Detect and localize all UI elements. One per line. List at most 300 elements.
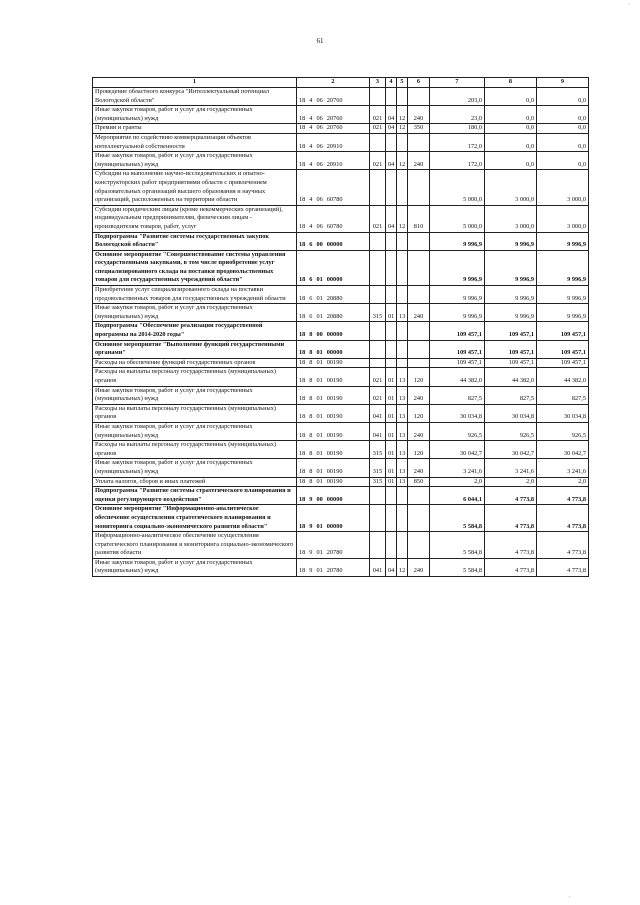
row-expense-type: 240	[408, 558, 430, 576]
table-row	[93, 459, 589, 477]
code-segment: 9	[309, 495, 313, 503]
row-name: Иные закупки товаров, работ и услуг для государственных (муниципальных) нужд	[93, 558, 297, 576]
row-amount-col9: 109 457,1	[537, 322, 589, 340]
table-row	[93, 205, 589, 232]
row-admin-code	[370, 340, 386, 358]
page-number: 61	[316, 37, 324, 45]
table-row	[93, 232, 589, 250]
row-section	[386, 232, 397, 250]
row-name: Иные закупки товаров, работ и услуг для государственных (муниципальных) нужд	[93, 152, 297, 170]
row-section: 04	[386, 205, 397, 232]
code-segment: 8	[309, 449, 313, 457]
code-segment: 18	[299, 114, 306, 122]
row-amount-col9: 3 000,0	[537, 170, 589, 205]
table-row	[93, 133, 589, 151]
row-amount-col8: 0,0	[485, 133, 537, 151]
code-segment: 8	[309, 377, 313, 384]
column-header: 4	[386, 78, 397, 88]
row-subsection: 12	[397, 106, 408, 124]
code-segment: 01	[316, 477, 323, 485]
row-subsection	[397, 322, 408, 340]
code-segment: 01	[316, 294, 323, 302]
row-admin-code	[370, 88, 386, 106]
row-amount-col9: 9 996,9	[537, 286, 589, 304]
table-row	[93, 477, 589, 487]
code-segment: 01	[316, 549, 323, 557]
row-admin-code: 021	[370, 152, 386, 170]
table-row	[93, 322, 589, 340]
row-section	[386, 487, 397, 505]
code-segment: 18	[299, 241, 306, 249]
code-segment: 06	[316, 124, 323, 132]
row-subsection: 13	[397, 459, 408, 477]
row-target-code	[297, 422, 370, 440]
row-expense-type: 240	[408, 422, 430, 440]
code-segment: 18	[299, 431, 306, 439]
row-section: 01	[386, 441, 397, 459]
table-row	[93, 340, 589, 358]
row-amount-col7: 109 457,1	[430, 358, 485, 368]
code-segment: 18	[299, 449, 306, 457]
row-subsection: 12	[397, 124, 408, 134]
row-section: 04	[386, 106, 397, 124]
row-amount-col7: 172,0	[430, 152, 485, 170]
row-subsection	[397, 358, 408, 368]
code-segment: 8	[309, 395, 313, 403]
code-segment: 06	[316, 114, 323, 122]
row-section	[386, 532, 397, 559]
row-target-code	[297, 286, 370, 304]
column-header: 9	[537, 78, 589, 88]
row-section	[386, 505, 397, 532]
row-section	[386, 88, 397, 106]
row-target-code	[297, 106, 370, 124]
table-row	[93, 505, 589, 532]
code-segment: 8	[309, 467, 313, 475]
row-admin-code: 021	[370, 205, 386, 232]
code-segment: 00000	[326, 522, 343, 530]
code-segment: 20760	[326, 124, 343, 132]
code-segment: 00190	[326, 431, 343, 439]
row-expense-type: 120	[408, 441, 430, 459]
code-segment: 06	[316, 96, 323, 104]
row-expense-type	[408, 505, 430, 532]
code-segment: 20780	[326, 549, 343, 557]
code-segment: 18	[299, 377, 306, 384]
code-segment: 18	[299, 549, 306, 557]
row-section: 01	[386, 422, 397, 440]
code-segment: 01	[316, 276, 323, 284]
row-admin-code: 041	[370, 404, 386, 422]
row-expense-type	[408, 88, 430, 106]
code-segment: 18	[299, 567, 306, 575]
row-expense-type: 240	[408, 304, 430, 322]
code-segment: 00000	[326, 349, 343, 357]
row-expense-type: 120	[408, 404, 430, 422]
code-segment: 18	[299, 358, 306, 366]
row-admin-code	[370, 250, 386, 285]
row-amount-col8: 44 382,0	[485, 368, 537, 386]
code-segment: 18	[299, 312, 306, 320]
row-amount-col9: 0,0	[537, 106, 589, 124]
row-target-code	[297, 205, 370, 232]
code-segment: 6	[309, 294, 313, 302]
code-segment: 6	[309, 276, 313, 284]
row-name: Основное мероприятие "Выполнение функций государственными органами"	[93, 340, 297, 358]
code-segment: 00190	[326, 477, 343, 485]
row-section: 01	[386, 477, 397, 487]
row-amount-col7: 23,0	[430, 106, 485, 124]
table-row	[93, 304, 589, 322]
code-segment: 00000	[326, 495, 343, 503]
row-target-code	[297, 477, 370, 487]
row-section: 04	[386, 152, 397, 170]
code-segment: 01	[316, 449, 323, 457]
code-segment: 00190	[326, 395, 343, 403]
row-target-code	[297, 404, 370, 422]
row-admin-code	[370, 322, 386, 340]
table-row	[93, 368, 589, 386]
row-amount-col9: 3 000,0	[537, 205, 589, 232]
row-subsection	[397, 340, 408, 358]
row-name: Премии и гранты	[93, 124, 297, 134]
row-amount-col7: 6 044,1	[430, 487, 485, 505]
row-section: 01	[386, 404, 397, 422]
row-amount-col7: 5 000,0	[430, 170, 485, 205]
row-subsection: 13	[397, 386, 408, 404]
row-expense-type	[408, 322, 430, 340]
corner-mark: ·	[628, 2, 630, 8]
row-admin-code: 021	[370, 124, 386, 134]
code-segment: 06	[316, 222, 323, 230]
column-header: 2	[297, 78, 370, 88]
row-amount-col8: 0,0	[485, 106, 537, 124]
row-amount-col8: 0,0	[485, 88, 537, 106]
code-segment: 4	[309, 142, 313, 150]
code-segment: 00000	[326, 331, 343, 339]
row-amount-col9: 4 773,8	[537, 558, 589, 576]
row-target-code	[297, 487, 370, 505]
code-segment: 9	[309, 567, 313, 575]
row-target-code	[297, 386, 370, 404]
row-amount-col9: 0,0	[537, 152, 589, 170]
row-target-code	[297, 340, 370, 358]
row-name: Информационно-аналитическое обеспечение осуществления стратегического планирования и мониторинга социально-экономического развития области	[93, 532, 297, 559]
row-amount-col7: 109 457,1	[430, 340, 485, 358]
code-segment: 8	[309, 413, 313, 421]
row-admin-code	[370, 358, 386, 368]
row-expense-type: 240	[408, 152, 430, 170]
row-amount-col9: 44 382,0	[537, 368, 589, 386]
code-segment: 60780	[326, 222, 343, 230]
row-subsection: 13	[397, 422, 408, 440]
code-segment: 20760	[326, 96, 343, 104]
code-segment: 18	[299, 413, 306, 421]
row-target-code	[297, 322, 370, 340]
row-name: Субсидии юридическим лицам (кроме некоммерческих организаций), индивидуальным предпринимателям, физическим лицам - производителям товаров, работ, услуг	[93, 205, 297, 232]
row-subsection: 13	[397, 304, 408, 322]
table-row	[93, 286, 589, 304]
code-segment: 18	[299, 222, 306, 230]
row-subsection: 12	[397, 152, 408, 170]
row-amount-col8: 2,0	[485, 477, 537, 487]
row-section: 04	[386, 124, 397, 134]
code-segment: 01	[316, 567, 323, 575]
row-target-code	[297, 532, 370, 559]
row-expense-type	[408, 170, 430, 205]
row-name: Подпрограмма "Обеспечение реализации государственной программы на 2014-2020 годы"	[93, 322, 297, 340]
code-segment: 01	[316, 413, 323, 421]
row-amount-col9: 30 042,7	[537, 441, 589, 459]
code-segment: 4	[309, 96, 313, 104]
row-name: Проведение областного конкурса "Интеллектуальный потенциал Вологодской области"	[93, 88, 297, 106]
code-segment: 18	[299, 477, 306, 485]
code-segment: 9	[309, 549, 313, 557]
row-amount-col9: 9 996,9	[537, 250, 589, 285]
code-segment: 8	[309, 349, 313, 357]
row-amount-col9: 926,5	[537, 422, 589, 440]
row-amount-col9: 4 773,8	[537, 487, 589, 505]
row-target-code	[297, 358, 370, 368]
row-target-code	[297, 459, 370, 477]
row-amount-col8: 9 996,9	[485, 250, 537, 285]
row-amount-col8: 109 457,1	[485, 358, 537, 368]
row-amount-col8: 30 042,7	[485, 441, 537, 459]
table-row	[93, 358, 589, 368]
row-expense-type	[408, 250, 430, 285]
row-target-code	[297, 152, 370, 170]
row-admin-code	[370, 487, 386, 505]
code-segment: 00	[316, 331, 323, 339]
row-section: 04	[386, 558, 397, 576]
table-row	[93, 170, 589, 205]
row-target-code	[297, 505, 370, 532]
row-amount-col7: 9 996,9	[430, 304, 485, 322]
row-amount-col7: 5 584,8	[430, 558, 485, 576]
row-admin-code: 021	[370, 106, 386, 124]
table-row	[93, 124, 589, 134]
row-admin-code	[370, 133, 386, 151]
row-name: Мероприятие по содействию коммерциализации объектов интеллектуальной собственности	[93, 133, 297, 151]
row-expense-type	[408, 487, 430, 505]
row-subsection: 13	[397, 441, 408, 459]
row-admin-code	[370, 532, 386, 559]
row-amount-col8: 30 034,8	[485, 404, 537, 422]
row-amount-col9: 9 996,9	[537, 304, 589, 322]
table-row	[93, 532, 589, 559]
row-subsection	[397, 286, 408, 304]
code-segment: 00190	[326, 467, 343, 475]
table-row	[93, 487, 589, 505]
row-amount-col8: 4 773,8	[485, 558, 537, 576]
row-subsection	[397, 250, 408, 285]
code-segment: 4	[309, 160, 313, 168]
row-amount-col7: 44 382,0	[430, 368, 485, 386]
row-amount-col7: 5 000,0	[430, 205, 485, 232]
row-subsection	[397, 170, 408, 205]
code-segment: 18	[299, 294, 306, 302]
code-segment: 00	[316, 495, 323, 503]
row-amount-col8: 827,5	[485, 386, 537, 404]
column-header: 3	[370, 78, 386, 88]
code-segment: 18	[299, 395, 306, 403]
table-row	[93, 88, 589, 106]
row-expense-type: 240	[408, 386, 430, 404]
row-admin-code	[370, 170, 386, 205]
code-segment: 20780	[326, 567, 343, 575]
row-subsection	[397, 133, 408, 151]
code-segment: 18	[299, 276, 306, 284]
row-subsection	[397, 505, 408, 532]
row-name: Иные закупки товаров, работ и услуг для государственных (муниципальных) нужд	[93, 386, 297, 404]
row-amount-col9: 0,0	[537, 133, 589, 151]
table-row	[93, 250, 589, 285]
code-segment: 01	[316, 431, 323, 439]
row-expense-type	[408, 532, 430, 559]
row-target-code	[297, 441, 370, 459]
row-amount-col9: 4 773,8	[537, 505, 589, 532]
row-name: Расходы на выплаты персоналу государственных (муниципальных) органов	[93, 368, 297, 386]
code-segment: 8	[309, 431, 313, 439]
code-segment: 01	[316, 312, 323, 320]
row-target-code	[297, 133, 370, 151]
code-segment: 06	[316, 142, 323, 150]
table-body	[93, 88, 589, 577]
row-amount-col7: 9 996,9	[430, 250, 485, 285]
row-section	[386, 250, 397, 285]
code-segment: 00190	[326, 377, 343, 384]
column-header: 5	[397, 78, 408, 88]
row-subsection: 12	[397, 558, 408, 576]
row-name: Расходы на выплаты персоналу государственных (муниципальных) органов	[93, 404, 297, 422]
code-segment: 01	[316, 395, 323, 403]
row-admin-code	[370, 505, 386, 532]
code-segment: 6	[309, 312, 313, 320]
row-expense-type	[408, 133, 430, 151]
code-segment: 8	[309, 331, 313, 339]
row-subsection: 13	[397, 477, 408, 487]
row-amount-col9: 109 457,1	[537, 340, 589, 358]
row-name: Уплата налогов, сборов и иных платежей	[93, 477, 297, 487]
row-name: Иные закупки товаров, работ и услуг для государственных (муниципальных) нужд	[93, 304, 297, 322]
row-amount-col9: 30 034,8	[537, 404, 589, 422]
code-segment: 20880	[326, 312, 343, 320]
row-amount-col8: 4 773,8	[485, 487, 537, 505]
row-expense-type: 850	[408, 477, 430, 487]
row-name: Расходы на обеспечение функций государственных органов	[93, 358, 297, 368]
row-subsection: 12	[397, 205, 408, 232]
row-expense-type: 120	[408, 368, 430, 386]
code-segment: 18	[299, 124, 306, 132]
row-amount-col9: 4 773,8	[537, 532, 589, 559]
code-segment: 18	[299, 522, 306, 530]
row-admin-code: 315	[370, 304, 386, 322]
row-amount-col7: 5 584,8	[430, 505, 485, 532]
row-subsection: 13	[397, 368, 408, 386]
row-admin-code: 315	[370, 459, 386, 477]
row-amount-col7: 2,0	[430, 477, 485, 487]
code-segment: 00190	[326, 358, 343, 366]
code-segment: 4	[309, 222, 313, 230]
row-expense-type	[408, 340, 430, 358]
column-header: 1	[93, 78, 297, 88]
row-target-code	[297, 558, 370, 576]
row-expense-type	[408, 232, 430, 250]
row-section: 01	[386, 386, 397, 404]
row-amount-col9: 2,0	[537, 477, 589, 487]
row-section	[386, 133, 397, 151]
code-segment: 20760	[326, 114, 343, 122]
row-amount-col8: 3 241,6	[485, 459, 537, 477]
row-name: Подпрограмма "Развитие системы стратегического планирования и оценки регулирующего воздействия"	[93, 487, 297, 505]
row-name: Иные закупки товаров, работ и услуг для государственных (муниципальных) нужд	[93, 459, 297, 477]
code-segment: 01	[316, 349, 323, 357]
row-amount-col8: 0,0	[485, 124, 537, 134]
row-admin-code	[370, 232, 386, 250]
row-amount-col7: 109 457,1	[430, 322, 485, 340]
table-row	[93, 441, 589, 459]
row-expense-type	[408, 358, 430, 368]
code-segment: 20880	[326, 294, 343, 302]
code-segment: 4	[309, 114, 313, 122]
code-segment: 00190	[326, 449, 343, 457]
row-name: Основное мероприятие "Информационно-аналитическое обеспечение осуществления стратегического планирования и мониторинга социально-экономического развития области"	[93, 505, 297, 532]
table-row	[93, 152, 589, 170]
table-row	[93, 422, 589, 440]
code-segment: 18	[299, 331, 306, 339]
column-header: 7	[430, 78, 485, 88]
header-row	[93, 78, 589, 88]
code-segment: 00190	[326, 413, 343, 421]
row-amount-col8: 3 000,0	[485, 170, 537, 205]
row-amount-col9: 9 996,9	[537, 232, 589, 250]
row-section: 01	[386, 368, 397, 386]
row-amount-col9: 827,5	[537, 386, 589, 404]
row-amount-col7: 9 996,9	[430, 286, 485, 304]
code-segment: 18	[299, 196, 306, 204]
code-segment: 20910	[326, 142, 343, 150]
row-section	[386, 170, 397, 205]
row-section: 01	[386, 459, 397, 477]
code-segment: 01	[316, 467, 323, 475]
code-segment: 6	[309, 241, 313, 249]
code-segment: 01	[316, 377, 323, 384]
row-section: 01	[386, 304, 397, 322]
code-segment: 00000	[326, 276, 343, 284]
row-amount-col7: 827,5	[430, 386, 485, 404]
row-expense-type	[408, 286, 430, 304]
row-section	[386, 322, 397, 340]
table-row	[93, 404, 589, 422]
code-segment: 60780	[326, 196, 343, 204]
row-amount-col8: 3 000,0	[485, 205, 537, 232]
row-amount-col7: 926,5	[430, 422, 485, 440]
code-segment: 00	[316, 241, 323, 249]
code-segment: 18	[299, 349, 306, 357]
row-target-code	[297, 304, 370, 322]
row-section	[386, 358, 397, 368]
row-expense-type: 350	[408, 124, 430, 134]
row-target-code	[297, 368, 370, 386]
row-amount-col8: 4 773,8	[485, 505, 537, 532]
table-row	[93, 558, 589, 576]
code-segment: 4	[309, 196, 313, 204]
code-segment: 18	[299, 495, 306, 503]
code-segment: 01	[316, 358, 323, 366]
code-segment: 18	[299, 96, 306, 104]
row-name: Основное мероприятие "Совершенствование системы управления государственными закупками, в том числе приобретение услуг специализированного склада на поставки продовольственных товаров для государственных учреждений области"	[93, 250, 297, 285]
code-segment: 4	[309, 124, 313, 132]
